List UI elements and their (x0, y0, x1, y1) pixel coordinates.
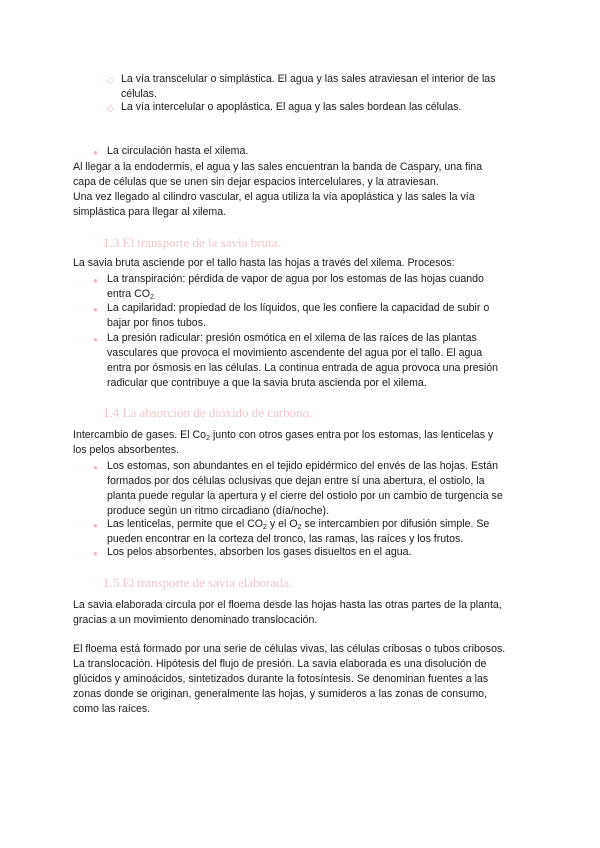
list-item: vasculares que provoca el movimiento ascendente del agua por el tallo. El agua (107, 347, 483, 359)
list-item: La transpiración: pérdida de vapor de agua por los estomas de las hojas cuando (107, 273, 484, 285)
bullet-icon: ● (93, 276, 98, 285)
list-item: bajar por finos tubos. (107, 317, 206, 329)
list-item: La capilaridad: propiedad de los líquidos, que les confiere la capacidad de subir o (107, 302, 490, 314)
diamond-bullet-icon: ◇ (107, 103, 114, 113)
list-item: produce según un ritmo circadiano (día/noche). (107, 505, 330, 517)
list-item: Las lenticelas, permite que el $CO_2$ y el $O_2$ se intercambien por difusión simple. Se (107, 518, 490, 531)
list-item: entra $CO_{2.}$ (107, 288, 156, 301)
paragraph-line: Una vez llegado al cilindro vascular, el agua utiliza la vía apoplástica y las sales la vía (73, 191, 475, 203)
section-heading: 1.3 El transporte de la savia bruta. (103, 235, 281, 250)
paragraph-line: como las raíces. (73, 703, 151, 715)
paragraph-line: Intercambio de gases. El $Co_2$ junto con otros gases entra por los estomas, las lenticelas y (73, 429, 494, 442)
bullet-icon: ● (93, 335, 98, 344)
paragraph-line: La savia elaborada circula por el floema desde las hojas hasta las otras partes de la planta, (73, 599, 502, 611)
list-item: Los estomas, son abundantes en el tejido epidérmico del envés de las hojas. Están (107, 460, 499, 472)
list-item: planta puede regular la apertura y el cierre del ostiolo por un cambio de turgencia se (107, 490, 503, 502)
paragraph-line: capa de células que se unen sin dejar espacios intercelulares, y la atraviesan. (73, 176, 439, 188)
list-item: La presión radicular: presión osmótica en el xilema de las raíces de las plantas (107, 332, 477, 344)
list-item: pueden encontrar en la corteza del tronco, las ramas, las raíces y los frutos. (107, 533, 464, 545)
section-heading: 1.4 La absorción de dióxido de carbono. (103, 405, 313, 420)
paragraph-line: simplástica para llegar al xilema. (73, 206, 227, 218)
section-heading: 1.5 El transporte de savia elaborada. (103, 575, 292, 590)
paragraph-line: gracias a un movimiento denominado translocación. (73, 614, 318, 626)
paragraph-line: El floema está formado por una serie de células vivas, las células cribosas o tubos cribosos. (73, 643, 506, 655)
list-item: La circulación hasta el xilema. (107, 145, 249, 157)
list-item: entra por ósmosis en las células. La continua entrada de agua provoca una presión (107, 362, 499, 374)
bullet-icon: ● (93, 305, 98, 314)
list-item: formados por dos células oclusivas que dejan entre sí una abertura, el ostiolo, la (107, 475, 485, 487)
sub-item-text: La vía intercelular o apoplástica. El agua y las sales bordean las células. (121, 101, 462, 113)
paragraph-line: zonas donde se originan, generalmente las hojas, y sumideros a las zonas de consumo, (73, 688, 487, 700)
paragraph-line: La savia bruta asciende por el tallo hasta las hojas a través del xilema. Procesos: (73, 257, 455, 269)
paragraph-line: Al llegar a la endodermis, el agua y las sales encuentran la banda de Caspary, una fina (73, 161, 483, 173)
sub-item-text: La vía transcelular o simplástica. El agua y las sales atraviesan el interior de las (121, 73, 496, 85)
sub-item-text: células. (121, 88, 157, 100)
paragraph-line: glúcidos y aminoácidos, sintetizados durante la fotosíntesis. Se denominan fuentes a las (73, 673, 489, 685)
diamond-bullet-icon: ◇ (107, 75, 114, 85)
bullet-icon: ● (93, 148, 98, 157)
paragraph-line: los pelos absorbentes. (73, 444, 180, 456)
list-item: radicular que contribuye a que la savia bruta ascienda por el xilema. (107, 377, 427, 389)
paragraph-line: La translocación. Hipótesis del flujo de presión. La savia elaborada es una disolución de (73, 658, 487, 670)
bullet-icon: ● (93, 521, 98, 530)
bullet-icon: ● (93, 463, 98, 472)
list-item: Los pelos absorbentes, absorben los gases disueltos en el agua. (107, 546, 412, 558)
bullet-icon: ● (93, 549, 98, 558)
